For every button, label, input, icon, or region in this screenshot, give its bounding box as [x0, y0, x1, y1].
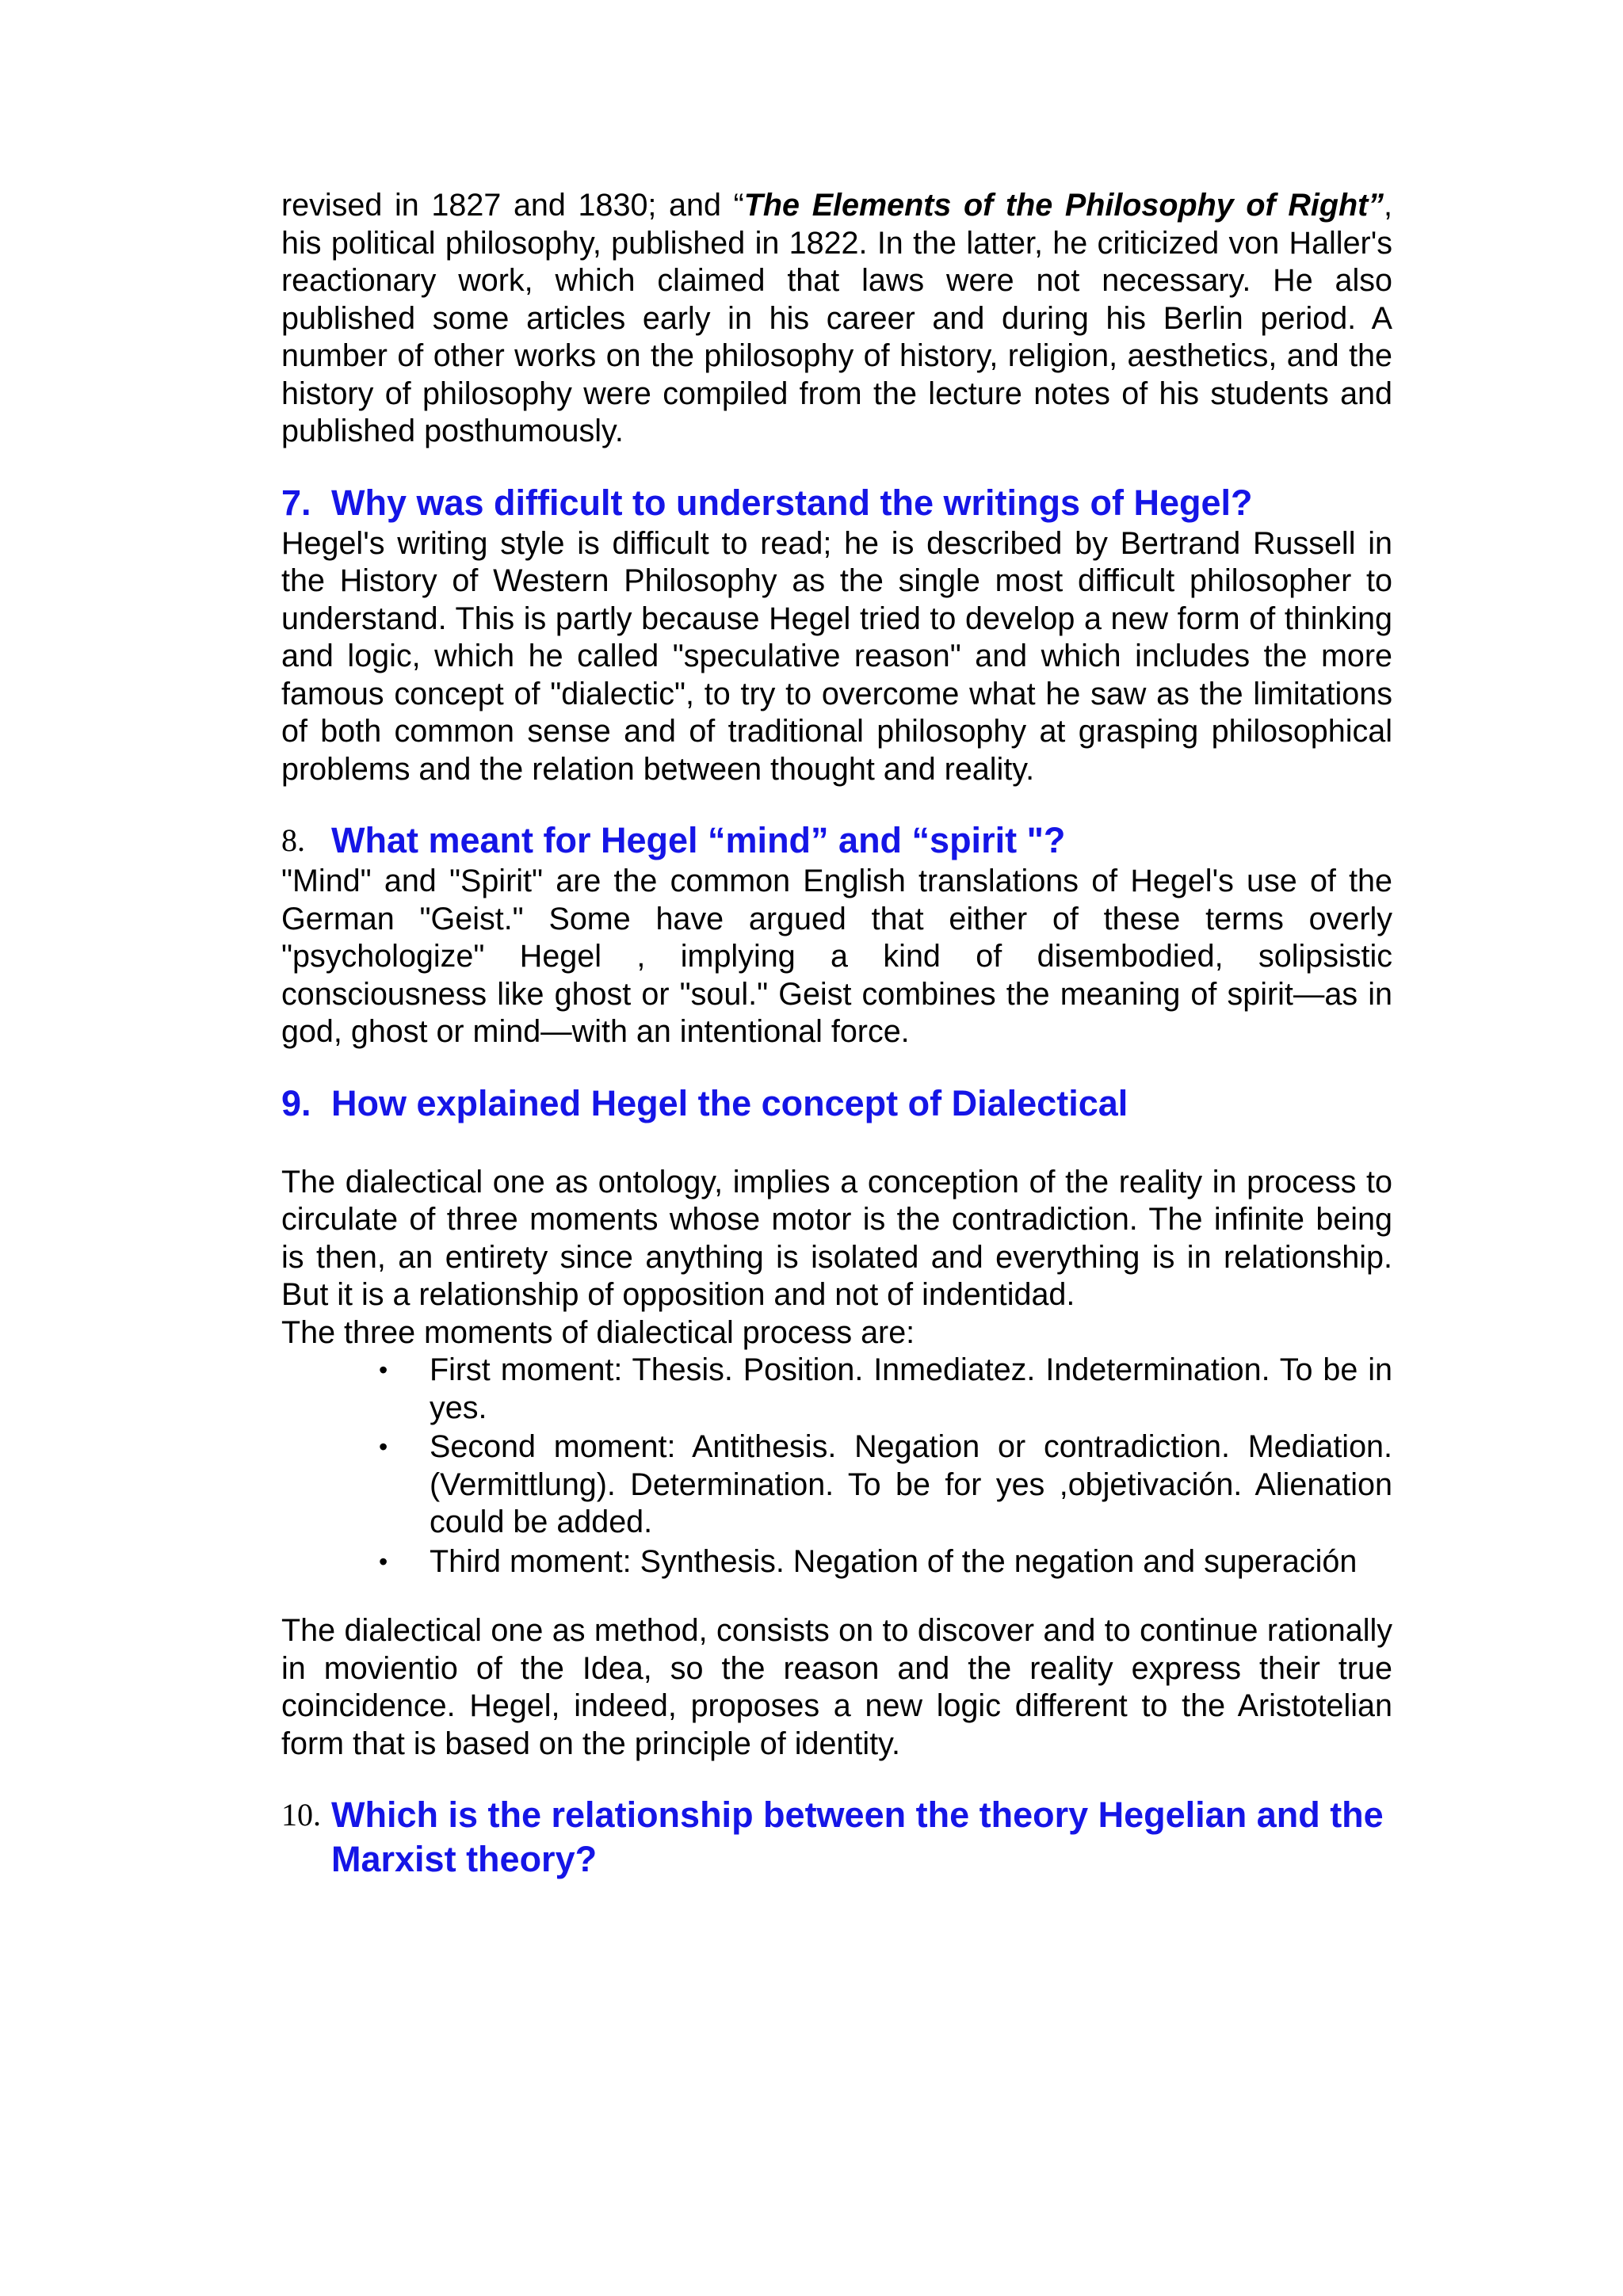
question-9-body-1: The dialectical one as ontology, implies a conception of the reality in process to circulate of three moments whose motor is the contradiction. The infinite being is then, an entirety since anything is isolated and everything is in relationship. But it is a relationship of opposition and not of indentidad.	[281, 1164, 1392, 1312]
list-item	[379, 1352, 1392, 1427]
question-7-number: 7.	[281, 482, 311, 523]
moment-text: Second moment: Antithesis. Negation or contradiction. Mediation. (Vermittlung). Determination. To be for yes ,objetivación. Alienation could be added.	[430, 1429, 1392, 1539]
question-7-title: Why was difficult to understand the writings of Hegel?	[331, 482, 1253, 523]
list-item	[379, 1428, 1392, 1542]
intro-paragraph	[281, 187, 1392, 451]
question-9-body-2: The dialectical one as method, consists on to discover and to continue rationally in movientio of the Idea, so the reason and the reality express their true coincidence. Hegel, indeed, proposes a new logic different to the Aristotelian form that is based on the principle of identity.	[281, 1613, 1392, 1761]
question-8-number: 8.	[281, 822, 305, 858]
question-8-title: What meant for Hegel “mind” and “spirit "?	[331, 820, 1066, 860]
intro-text-rest: , his political philosophy, published in 1822. In the latter, he criticized von Haller's reactionary work, which claimed that laws were not necessary. He also published some articles early in his career and during his Berlin period. A number of other works on the philosophy of history, religion, aesthetics, and the history of philosophy were compiled from the lecture notes of his students and published posthumously.	[281, 188, 1393, 448]
question-8-heading	[281, 818, 1392, 863]
list-item	[379, 1543, 1392, 1581]
document-page	[281, 187, 1392, 1882]
question-9-heading	[281, 1081, 1392, 1126]
question-9-number: 9.	[281, 1082, 311, 1123]
moment-text: First moment: Thesis. Position. Inmediatez. Indetermination. To be in yes.	[430, 1352, 1392, 1425]
intro-text-start: revised in 1827 and 1830; and “	[281, 188, 744, 223]
question-9-list-intro: The three moments of dialectical process are:	[281, 1314, 915, 1350]
book-title: The Elements of the Philosophy of Right”	[743, 188, 1384, 223]
bullet-icon: •	[379, 1356, 388, 1384]
moment-text: Third moment: Synthesis. Negation of the negation and superación	[430, 1543, 1358, 1579]
bullet-icon: •	[379, 1547, 388, 1576]
dialectical-moments-list	[281, 1352, 1392, 1581]
question-9-title: How explained Hegel the concept of Dialectical	[331, 1082, 1128, 1123]
question-10-number: 10.	[281, 1797, 321, 1833]
question-7-heading	[281, 481, 1392, 525]
question-8-body: "Mind" and "Spirit" are the common English translations of Hegel's use of the German "Geist." Some have argued that either of these terms overly "psychologize" Hegel , implying a kind of disembodied, solipsistic consciousness like ghost or "soul." Geist combines the meaning of spirit—as in god, ghost or mind—with an intentional force.	[281, 864, 1392, 1049]
question-10-title: Which is the relationship between the theory Hegelian and the Marxist theory?	[331, 1794, 1384, 1879]
bullet-icon: •	[379, 1432, 388, 1461]
question-7-body: Hegel's writing style is difficult to read; he is described by Bertrand Russell in the History of Western Philosophy as the single most difficult philosopher to understand. This is partly because Hegel tried to develop a new form of thinking and logic, which he called "speculative reason" and which includes the more famous concept of "dialectic", to try to overcome what he saw as the limitations of both common sense and of traditional philosophy at grasping philosophical problems and the relation between thought and reality.	[281, 525, 1392, 787]
question-10-heading	[281, 1793, 1392, 1882]
